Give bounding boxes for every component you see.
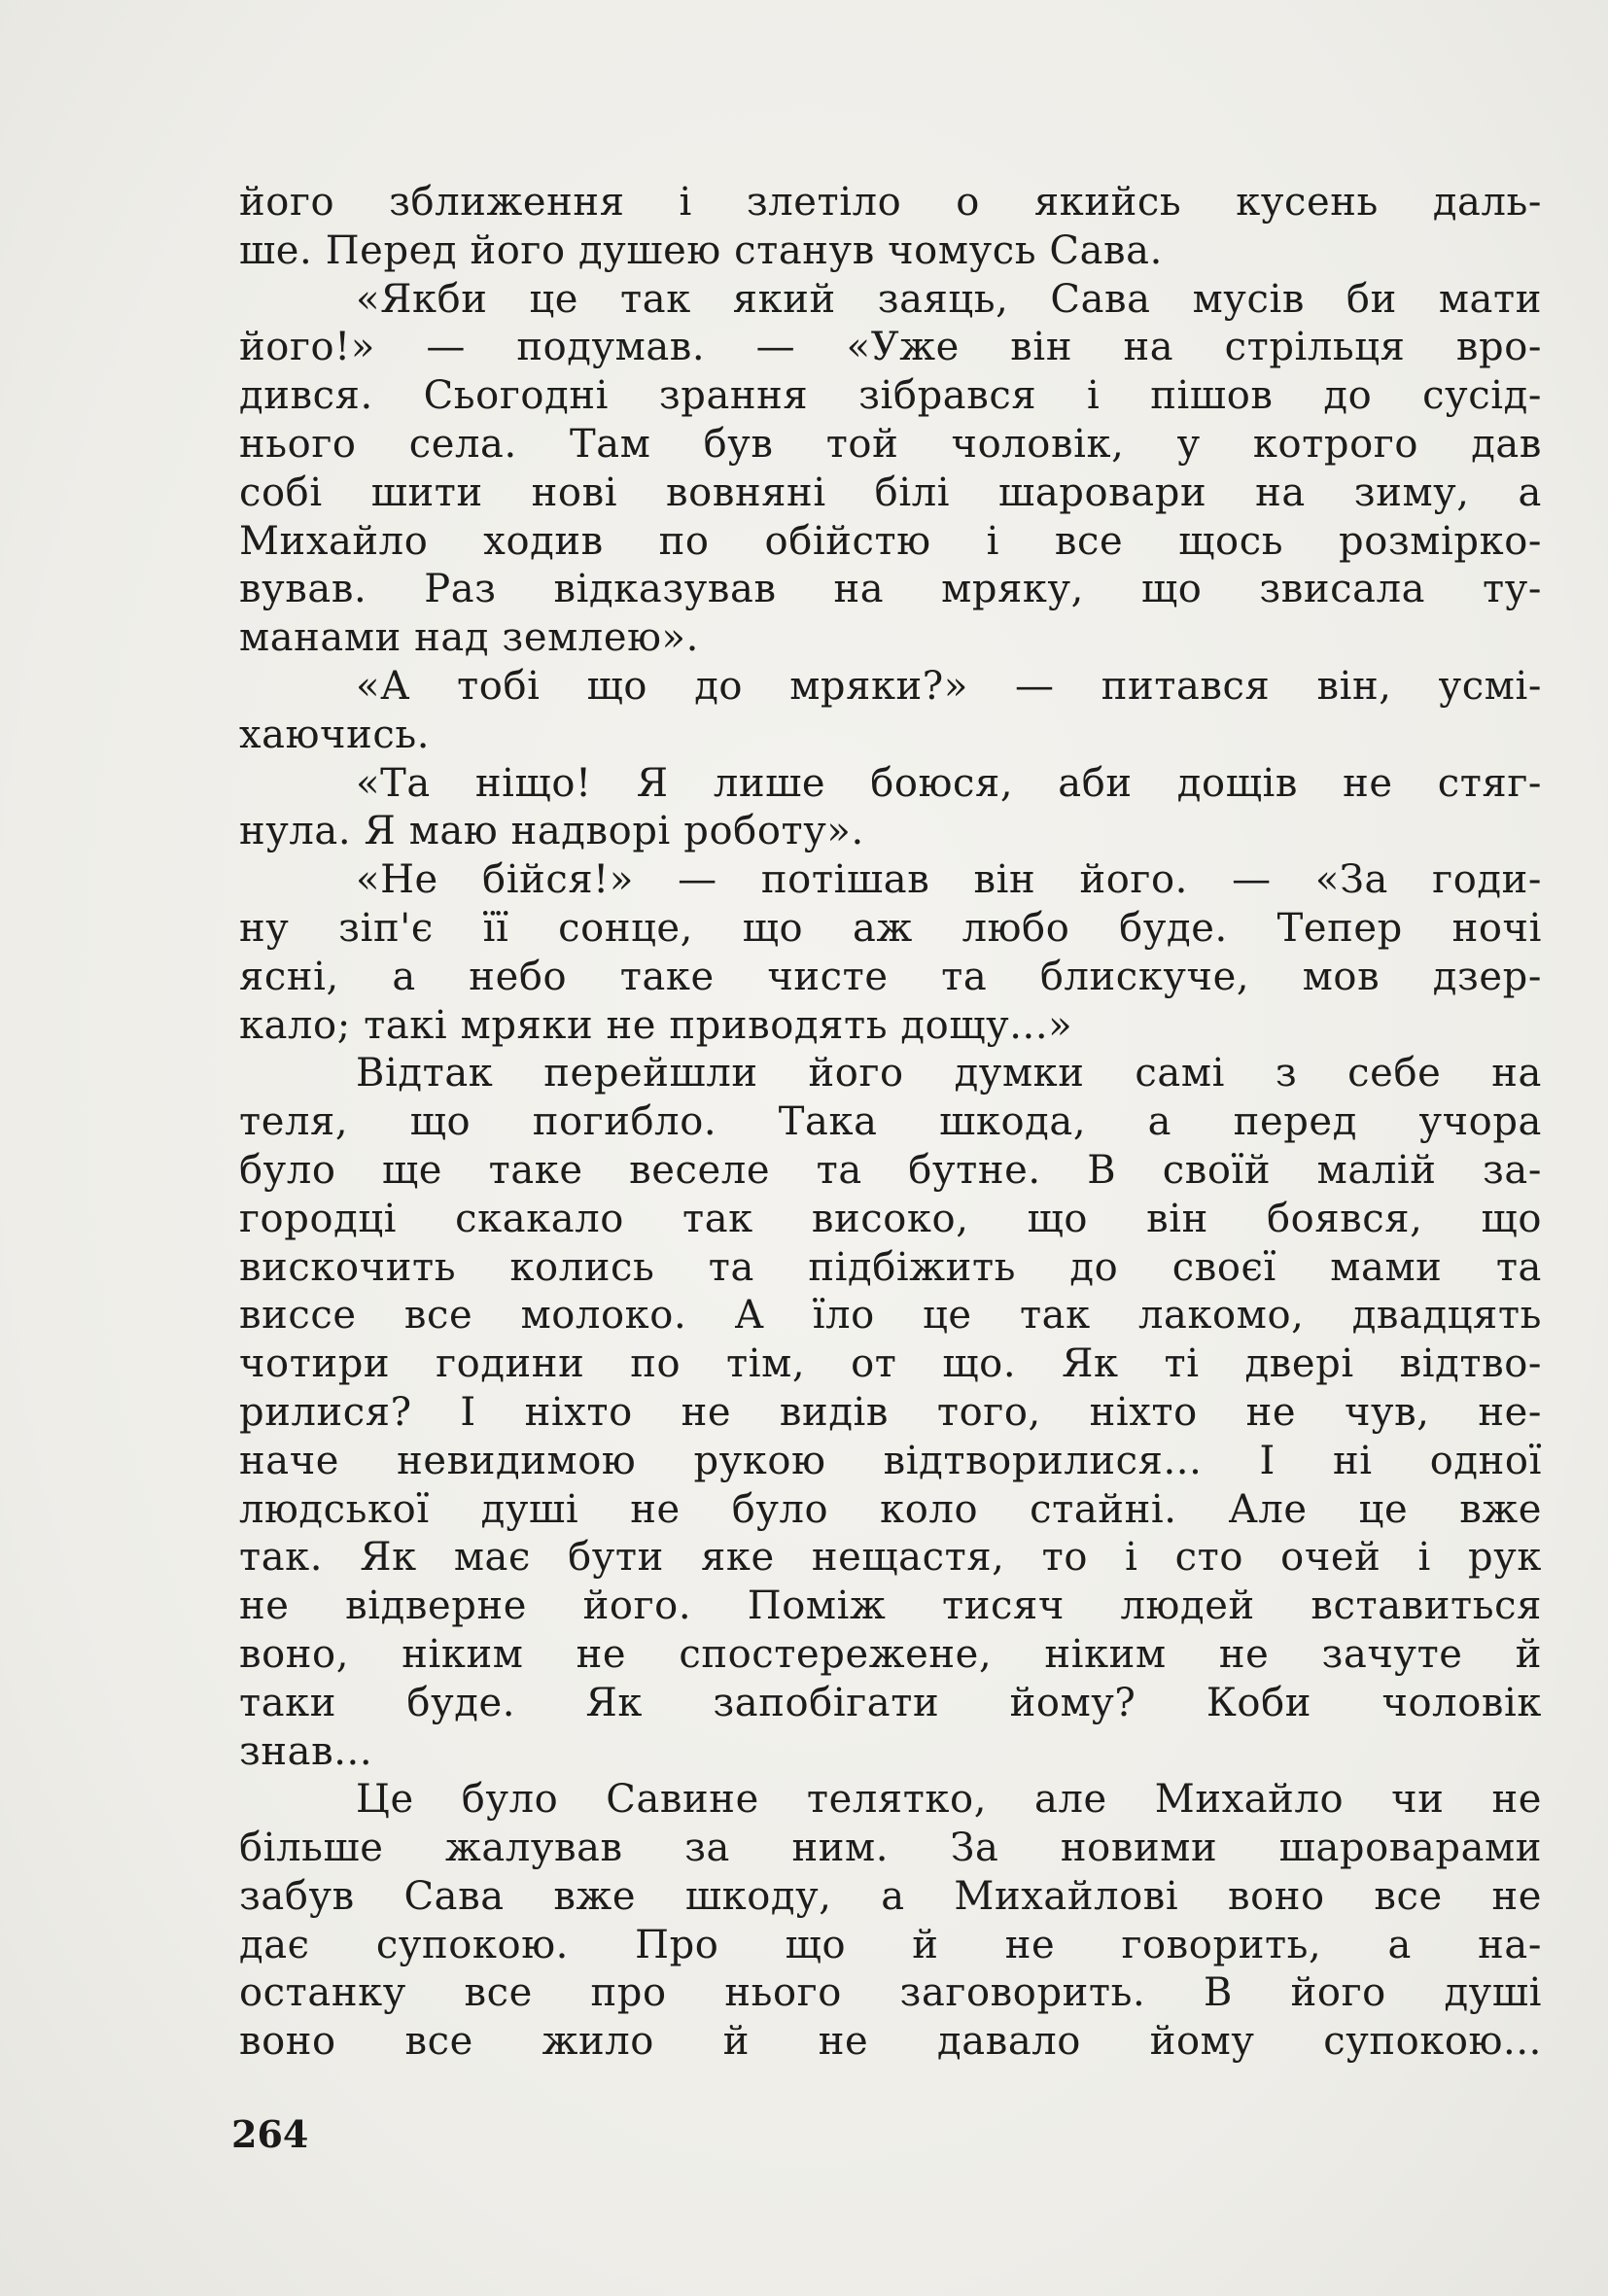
text-line: чотири години по тім, от що. Як ті двері відтво- bbox=[239, 1341, 1542, 1387]
text-line: хаючись. bbox=[239, 712, 431, 757]
text-line: Це було Савине телятко, але Михайло чи не bbox=[356, 1777, 1542, 1823]
text-line: «Якби це так який заяць, Сава мусів би мати bbox=[356, 276, 1542, 322]
text-line: «Та ніщо! Я лише боюся, аби дощів не стяг- bbox=[356, 760, 1542, 806]
text-line: ясні, а небо таке чисте та блискуче, мов дзер- bbox=[239, 954, 1542, 999]
text-line: «Не бійся!» — потішав він його. — «За годи- bbox=[356, 857, 1542, 903]
text-line: останку все про нього заговорить. В його душі bbox=[239, 1970, 1542, 2016]
text-line: дився. Сьогодні зрання зібрався і пішов до сусід- bbox=[239, 373, 1542, 419]
text-line: ше. Перед його душею станув чомусь Сава. bbox=[239, 227, 1163, 273]
text-line: воно все жило й не давало йому супокою... bbox=[239, 2019, 1542, 2065]
text-line: нула. Я маю надворі роботу». bbox=[239, 809, 864, 854]
text-line: наче невидимою рукою відтворилися... І ні одної bbox=[239, 1438, 1542, 1483]
text-line: рилися? І ніхто не видів того, ніхто не чув, не- bbox=[239, 1389, 1542, 1435]
text-line: більше жалував за ним. За новими шароварами bbox=[239, 1826, 1542, 1871]
text-line: вував. Раз відказував на мряку, що звисала ту- bbox=[239, 567, 1542, 612]
text-line: таки буде. Як запобігати йому? Коби чоловік bbox=[239, 1680, 1542, 1725]
text-line: дає супокою. Про що й не говорить, а на- bbox=[239, 1922, 1542, 1967]
text-line: його зближення і злетіло о якийсь кусень даль- bbox=[239, 180, 1542, 225]
text-line: Михайло ходив по обійстю і все щось розмірко- bbox=[239, 518, 1542, 564]
text-line: нього села. Там був той чоловік, у котрого дав bbox=[239, 421, 1542, 467]
text-line: Відтак перейшли його думки самі з себе на bbox=[356, 1051, 1542, 1096]
text-line: було ще таке веселе та бутне. В своїй малій за- bbox=[239, 1147, 1542, 1193]
page-number: 264 bbox=[231, 2112, 309, 2156]
text-line: собі шити нові вовняні білі шаровари на зиму, а bbox=[239, 470, 1542, 515]
text-line: виссе все молоко. А їло це так лакомо, двадцять bbox=[239, 1293, 1542, 1339]
text-line: ну зіп'є її сонце, що аж любо буде. Тепер ночі bbox=[239, 905, 1542, 951]
text-line: знав... bbox=[239, 1728, 373, 1774]
text-line: вискочить колись та підбіжить до своєї мами та bbox=[239, 1244, 1542, 1290]
text-line: людської душі не було коло стайні. Але це вже bbox=[239, 1486, 1542, 1532]
text-line: його!» — подумав. — «Уже він на стрільця вро- bbox=[239, 325, 1542, 370]
text-line: теля, що погибло. Така шкода, а перед учора bbox=[239, 1099, 1542, 1145]
text-line: воно, ніким не спостережене, ніким не зачуте й bbox=[239, 1631, 1542, 1677]
text-line: не відверне його. Поміж тисяч людей вставиться bbox=[239, 1583, 1542, 1629]
text-line: так. Як має бути яке нещастя, то і сто очей і рук bbox=[239, 1535, 1542, 1581]
text-line: городці скакало так високо, що він боявся, що bbox=[239, 1196, 1542, 1241]
body-text bbox=[239, 179, 1542, 2067]
text-line: забув Сава вже шкоду, а Михайлові воно все не bbox=[239, 1873, 1542, 1919]
text-line: «А тобі що до мряки?» — питався він, усмі- bbox=[356, 663, 1542, 709]
text-line: манами над землею». bbox=[239, 615, 699, 661]
text-line: кало; такі мряки не приводять дощу...» bbox=[239, 1002, 1073, 1048]
